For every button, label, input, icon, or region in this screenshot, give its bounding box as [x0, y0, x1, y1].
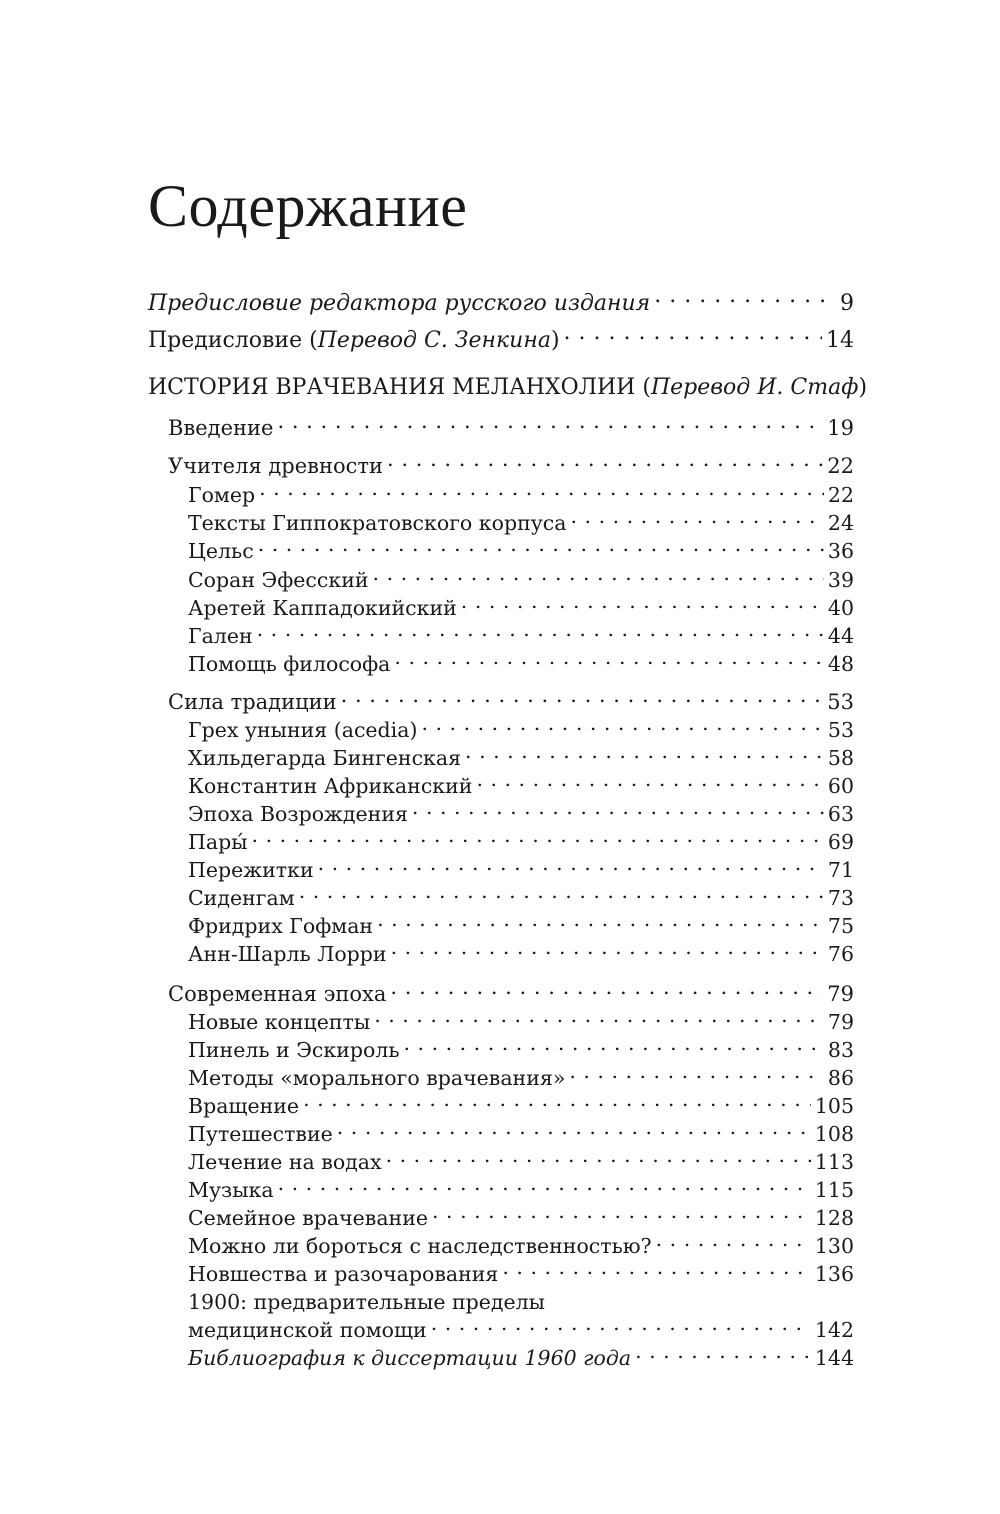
toc-label: Анн-Шарль Лорри: [188, 942, 387, 966]
toc-label: Пары́: [188, 830, 248, 854]
toc-subentry[interactable]: [188, 1148, 854, 1176]
toc-page-number: 22: [827, 454, 854, 478]
toc-subentry[interactable]: [188, 1008, 854, 1036]
toc-page-number: 22: [827, 483, 854, 507]
toc-subentry[interactable]: [188, 772, 854, 800]
toc-subentry[interactable]: [188, 1204, 854, 1232]
toc-label: Пинель и Эскироль: [188, 1038, 400, 1062]
toc-page-number: 44: [827, 624, 854, 648]
toc-subentry[interactable]: [188, 1120, 854, 1148]
dot-leader: [252, 829, 824, 850]
toc-entry-editor-preface[interactable]: [148, 288, 854, 316]
toc-page-number: 79: [827, 1010, 854, 1034]
dot-leader: [571, 510, 824, 531]
toc-subentry[interactable]: [188, 884, 854, 912]
toc-subentry[interactable]: [188, 716, 854, 744]
toc-label: Введение: [168, 416, 274, 440]
toc-label: медицинской помощи: [188, 1318, 427, 1342]
toc-subentry[interactable]: [188, 566, 854, 594]
toc-label: Новшества и разочарования: [188, 1262, 499, 1286]
dot-leader: [391, 941, 824, 962]
toc-subentry[interactable]: [188, 940, 854, 968]
toc-label: Сиденгам: [188, 886, 295, 910]
dot-leader: [258, 538, 824, 559]
toc-subentry[interactable]: [188, 1232, 854, 1260]
toc-page-number: 69: [827, 830, 854, 854]
toc-label: Библиография к диссертации 1960 года: [188, 1346, 632, 1370]
dot-leader: [341, 688, 824, 709]
dot-leader: [387, 452, 823, 473]
toc-label: Грех уныния (acedia): [188, 718, 418, 742]
toc-label: Фридрих Гофман: [188, 914, 374, 938]
toc-label: Современная эпоха: [168, 982, 387, 1006]
page-title: Содержание: [148, 173, 468, 239]
toc-page-number: 108: [814, 1122, 854, 1146]
dot-leader: [318, 857, 824, 878]
toc-page-number: 105: [814, 1094, 854, 1118]
dot-leader: [374, 1009, 824, 1030]
toc-page-number: 113: [814, 1150, 854, 1174]
toc-label: Вращение: [188, 1094, 300, 1118]
toc-label: Семейное врачевание: [188, 1206, 429, 1230]
toc-subentry[interactable]: [188, 594, 854, 622]
toc-subentry[interactable]: [188, 1092, 854, 1120]
dot-leader: [564, 325, 822, 347]
toc-page-number: 60: [827, 774, 854, 798]
toc-label: Предисловие редактора русского издания: [148, 291, 651, 316]
dot-leader: [476, 773, 823, 794]
toc-label: Методы «морального врачевания»: [188, 1066, 566, 1090]
toc-label: Тексты Гиппократовского корпуса: [188, 511, 567, 535]
dot-leader: [337, 1121, 811, 1142]
dot-leader: [404, 1037, 824, 1058]
toc-page-number: 63: [827, 802, 854, 826]
toc-label: Гомер: [188, 483, 256, 507]
toc-label: Предисловие (Перевод С. Зенкина): [148, 328, 560, 353]
toc-entry-introduction[interactable]: [168, 414, 854, 442]
dot-leader: [432, 1205, 811, 1226]
toc-subentry[interactable]: [188, 481, 854, 509]
section-heading: ИСТОРИЯ ВРАЧЕВАНИЯ МЕЛАНХОЛИИ (Перевод И. Стаф): [148, 375, 868, 400]
toc-page-number: 142: [814, 1318, 854, 1342]
toc-subentry[interactable]: [188, 856, 854, 884]
toc-page-number: 53: [827, 690, 854, 714]
toc-subentry[interactable]: [188, 912, 854, 940]
toc-subentry[interactable]: [188, 509, 854, 537]
toc-page-number: 40: [827, 596, 854, 620]
toc-label: Аретей Каппадокийский: [188, 596, 457, 620]
toc-entry-preface[interactable]: [148, 325, 854, 353]
dot-leader: [386, 1149, 811, 1170]
toc-subentry[interactable]: [188, 650, 854, 678]
toc-subentry[interactable]: [188, 828, 854, 856]
dot-leader: [421, 717, 823, 738]
dot-leader: [461, 595, 824, 616]
toc-subentry-bibliography[interactable]: [188, 1344, 854, 1372]
toc-page-number: 9: [840, 291, 854, 316]
toc-label: Новые концепты: [188, 1010, 371, 1034]
toc-label: Константин Африканский: [188, 774, 473, 798]
toc-subentry[interactable]: [188, 744, 854, 772]
toc-page-number: 144: [814, 1346, 854, 1370]
toc-page-number: 79: [827, 982, 854, 1006]
dot-leader: [373, 567, 824, 588]
toc-page-number: 86: [827, 1066, 854, 1090]
toc-page-number: 83: [827, 1038, 854, 1062]
toc-page-number: 75: [827, 914, 854, 938]
toc-page-number: 48: [827, 652, 854, 676]
dot-leader: [299, 885, 824, 906]
toc-label: Эпоха Возрождения: [188, 802, 408, 826]
translator-credit: Перевод С. Зенкина: [317, 328, 551, 353]
toc-subentry[interactable]: [188, 622, 854, 650]
toc-page-number: 130: [814, 1234, 854, 1258]
toc-subentry[interactable]: [188, 537, 854, 565]
toc-subentry[interactable]: [188, 800, 854, 828]
toc-page-number: 73: [827, 886, 854, 910]
dot-leader: [635, 1345, 811, 1366]
dot-leader: [259, 482, 824, 503]
toc-label: Цельс: [188, 539, 254, 563]
toc-page-number: 36: [827, 539, 854, 563]
toc-entry-power-of-tradition[interactable]: [168, 688, 854, 716]
toc-page-number: 76: [827, 942, 854, 966]
toc-label: Путешествие: [188, 1122, 333, 1146]
toc-page-number: 39: [827, 568, 854, 592]
dot-leader: [303, 1093, 811, 1114]
dot-leader: [502, 1261, 810, 1282]
dot-leader: [654, 288, 836, 310]
toc-subentry[interactable]: [188, 1316, 854, 1344]
toc-page-number: 19: [827, 416, 854, 440]
toc-page-number: 128: [814, 1206, 854, 1230]
toc-subentry[interactable]: [188, 1176, 854, 1204]
dot-leader: [656, 1233, 811, 1254]
toc-page-number: 58: [827, 746, 854, 770]
dot-leader: [257, 623, 824, 644]
toc-subentry[interactable]: [188, 1036, 854, 1064]
toc-page-number: 136: [814, 1262, 854, 1286]
dot-leader: [278, 1177, 811, 1198]
dot-leader: [412, 801, 824, 822]
toc-page-number: 71: [827, 858, 854, 882]
dot-leader: [394, 651, 823, 672]
toc-subentry-line: 1900: предварительные пределы: [188, 1290, 545, 1314]
toc-label: Гален: [188, 624, 253, 648]
toc-label: Хильдегарда Бингенская: [188, 746, 462, 770]
dot-leader: [465, 745, 824, 766]
dot-leader: [277, 414, 823, 435]
toc-label: Сила традиции: [168, 690, 337, 714]
toc-page-number: 24: [827, 511, 854, 535]
toc-label: Соран Эфесский: [188, 568, 369, 592]
toc-label: Можно ли бороться с наследственностью?: [188, 1234, 652, 1258]
translator-credit: Перевод И. Стаф: [650, 375, 859, 400]
dot-leader: [431, 1317, 811, 1338]
toc-page-number: 53: [827, 718, 854, 742]
dot-leader: [569, 1065, 824, 1086]
toc-label: Музыка: [188, 1178, 274, 1202]
toc-page-number: 14: [826, 328, 854, 353]
toc-label: Пережитки: [188, 858, 314, 882]
toc-entry-modern-era[interactable]: [168, 980, 854, 1008]
toc-page-number: 115: [814, 1178, 854, 1202]
toc-subentry[interactable]: [188, 1064, 854, 1092]
toc-entry-ancient-teachers[interactable]: [168, 452, 854, 480]
toc-subentry[interactable]: [188, 1260, 854, 1288]
toc-label: Учителя древности: [168, 454, 384, 478]
toc-label: Помощь философа: [188, 652, 391, 676]
dot-leader: [390, 980, 823, 1001]
toc-label: Лечение на водах: [188, 1150, 382, 1174]
dot-leader: [377, 913, 824, 934]
